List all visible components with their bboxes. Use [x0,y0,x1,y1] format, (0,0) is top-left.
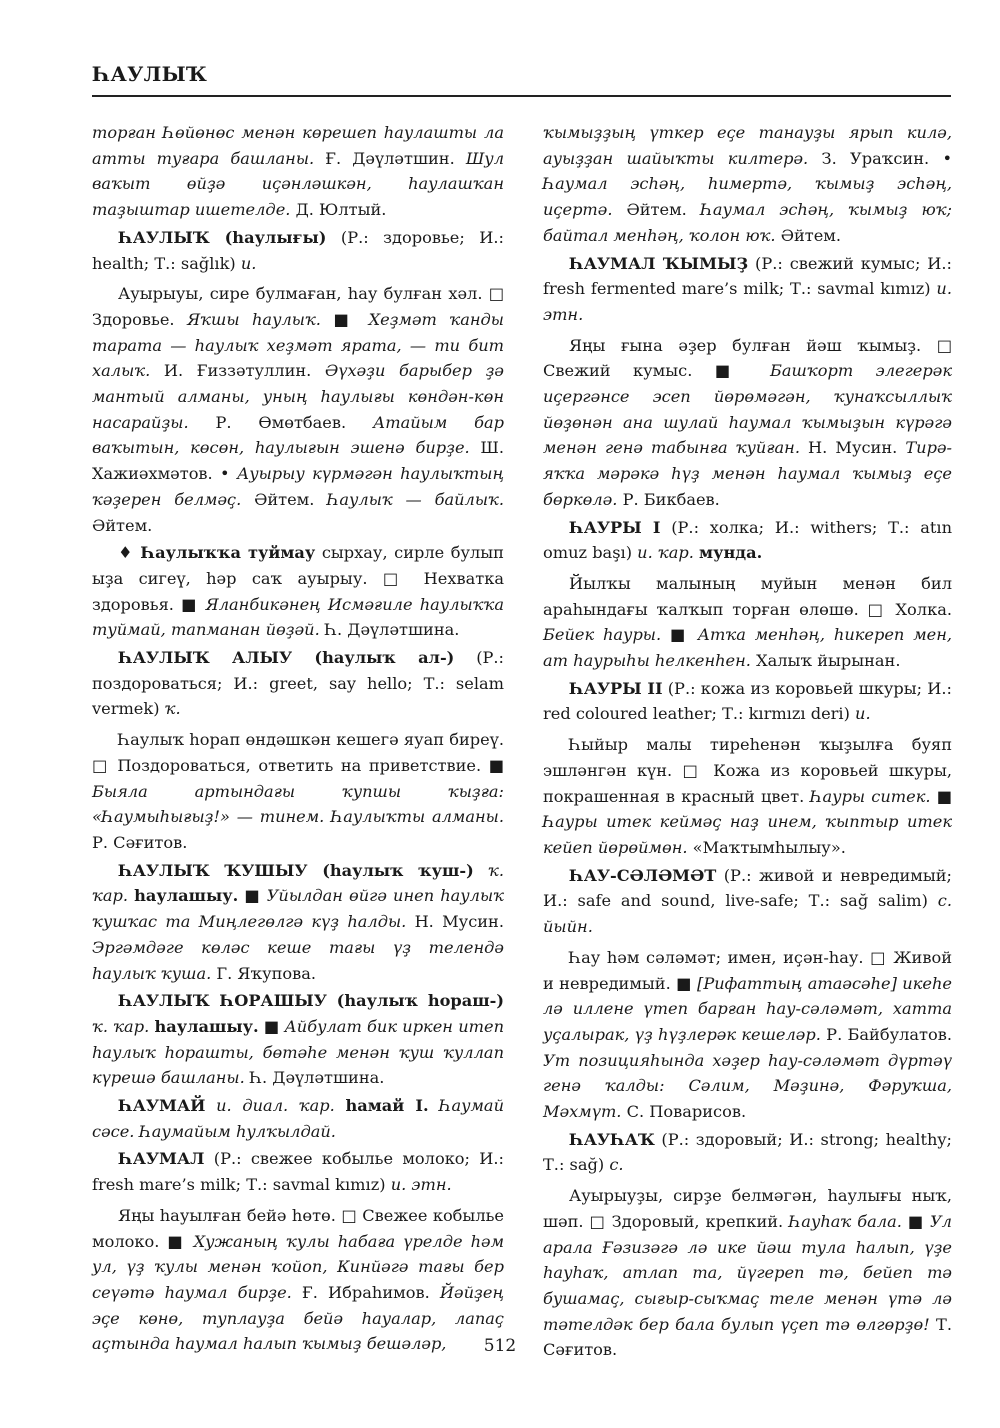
headword: ҺАУ-СӘЛӘМӘТ [569,865,717,885]
plain-text: Ғ. Ибраһимов. [291,1282,440,1302]
plain-text: Н. Мусин. [799,438,906,458]
entry-definition [92,1203,504,1357]
plain-text: Р. Сәғитов. [92,832,188,852]
plain-text: (Р.: кожа из коровьей шкуры; И.: red coloured leather; Т.: kırmızı deri) [543,678,952,724]
dictionary-entry [92,858,504,987]
continued-text [92,120,504,223]
plain-text: Ғ. Дәүләтшин. [314,148,466,168]
plain-text: Т. Сәғитов. [543,1314,952,1360]
plain-text: Һ. Дәүләтшина. [319,620,460,640]
entry-definition [543,333,952,513]
example-text: Яланбикәнең Исмәғиле һаулыҡҡа туймай, тапманан йөҙәй. [92,594,504,640]
headword: ҺАУЛЫҠ АЛЫУ (һаулыҡ ал-) [118,648,455,668]
dictionary-entry [543,863,952,940]
plain-text: Д. Юлтый. [290,200,387,220]
dictionary-entry [92,540,504,643]
plain-text: Һ. Дәүләтшина. [244,1068,385,1088]
plain-text: Р. Бикбаев. [617,489,720,509]
entry-definition [543,732,952,861]
example-text: ҡ. ҡар. [92,860,504,906]
dictionary-entry [543,251,952,328]
example-text: и. [855,704,871,724]
plain-text: Г. Яҡупова. [211,963,317,983]
plain-text: ■ [930,786,952,806]
headword: ҺАУМАЙ [118,1096,206,1116]
example-text: ҡ. [164,699,181,719]
example-text: Хужаның ҡулы һабаға үрелде һәм ул, үҙ ҡулы менән ҡойоп, Кинйәгә тағы бер сеүәтә һаумал бирҙе. [92,1231,504,1302]
plain-text: Һау һәм сәләмәт; имен, иҫән-һау. □ Живой и невредимый. ■ [543,947,952,993]
example-text: Тирә-яҡҡа мәрәкә һүҙ менән һаумал ҡымыҙ еҫе бөркөлә. [543,438,953,509]
plain-text: З. Ураҡсин. • [808,148,952,168]
plain-text [205,1096,216,1115]
example-text: Ауырыу күрмәгән һаулыҡтың ҡәҙерен белмәҫ. [92,464,504,509]
plain-text: (Р.: свежее кобылье молоко; И.: fresh mare’s milk; Т.: savmal kımız) [92,1149,504,1195]
headword: ҺАУЛЫҠ (һаулығы) [118,227,327,247]
plain-text: Йылҡы малының муйын менән бил араһындағы ҡалҡып торған өлөшө. □ Холка. [543,573,952,619]
plain-text: Ш. Хажиәхмәтов. • [92,438,504,484]
example-text: ҡымыҙҙың үткер еҫе танауҙы ярып килә, ауыҙҙан шайыҡты килтерә. [543,123,952,168]
example-text: Һауры итек кеймәҫ наҙ инем, ҡыптыр итек кейеп йөрөймөн. [543,812,952,857]
plain-text: Яңы ғына әҙер булған йәш ҡымыҙ. □ Свежий кумыс. ■ [543,335,952,381]
plain-text: (Р.: живой и невредимый; И.: safe and sound, live-safe; Т.: sağ salim) [543,865,952,911]
example-text: и. диал. ҡар. [216,1096,335,1116]
plain-text: Әйтем. [612,200,701,220]
headword: һамай I. [345,1096,429,1116]
dictionary-entry [543,1127,952,1178]
example-text: Һаумай сәсе. Һаумайым һулҡылдай. [92,1096,504,1141]
running-head: ҺАУЛЫҠ [92,62,208,86]
plain-text: ■ [661,625,698,645]
example-text: и. этн. [390,1175,452,1195]
example-text: Бейек һауры. [543,625,662,645]
example-text: Быяла артындағы ҡупшы ҡыҙға: «Һаумыһығыҙ!» — тинем. Һаулыҡты алманы. [92,781,504,827]
example-text: Эргәмдәге көләс кеше тағы үҙ телендә һаулыҡ ҡуша. [92,937,504,983]
plain-text: (Р.: здоровье; И.: health; Т.: sağlık) [92,227,504,273]
example-text: Әүхәҙи барыбер ҙә мантый алманы, уның һаулығы көндән-көн насарайҙы. [92,361,504,432]
plain-text: С. Поварисов. [621,1102,747,1122]
example-text: Ут позицияһында хәҙер һау-сәләмәт дүртәү генә ҡалды: Сәлим, Мәҙинә, Фәруҡша, Мәхмүт. [543,1050,952,1122]
plain-text: Әйтем. [775,225,842,245]
headword: ҺАУМАЛ [118,1149,205,1169]
plain-text: Р. Байбулатов. [820,1024,952,1044]
left-column [92,120,504,1357]
plain-text: Яңы һауылған бейә һөтө. □ Свежее кобылье молоко. ■ [92,1205,504,1251]
example-text: с. [609,1155,624,1175]
example-text: Һауры ситек. [810,786,931,806]
plain-text: Ауырыуҙы, сирҙе белмәгән, һаулығы ныҡ, шәп. □ Здоровый, крепкий. [543,1186,952,1231]
headword: һаулашыу. [134,886,239,906]
example-text: Башҡорт элегерәк иҫергәнсе эсеп йөрөмәгән, ҡунаҡсыллыҡ йөҙөнән ана шулай һаумал ҡымыҙын күрәгә менән генә табынға ҡуйған. [543,361,952,458]
example-text: Атайым бар ваҡытын, көсөн, һаулығын эшенә бирҙе. [92,412,504,458]
plain-text [335,1096,346,1115]
plain-text: ♦ [118,543,141,563]
example-text: торған Һөйөнөс менән көрешеп һаулашты ла атты туғара башланы. [92,123,504,168]
plain-text [474,861,488,880]
dictionary-entry [92,1146,504,1197]
plain-text: ■ [320,309,369,329]
page-number: 512 [483,1336,517,1356]
dictionary-entry [543,515,952,566]
plain-text: (Р.: свежий кумыс; И.: fresh fermented mare’s milk; Т.: savmal kımız) [543,253,952,299]
example-text: и. [240,253,257,273]
plain-text: (Р.: поздороваться; И.: greet, say hello; Т.: selam vermek) [92,648,504,719]
example-text: Яҡшы һаулыҡ. [187,309,321,329]
plain-text: (Р.: здоровый; И.: strong; healthy; Т.: sağ) [543,1129,952,1175]
headword: ҺАУРЫ I [569,517,661,537]
dictionary-entry [92,988,504,1091]
headword: һаулашыу. [154,1016,259,1036]
example-text: Уйылдан өйгә инеп һаулыҡ ҡушҡас та Миңлегөлгә күҙ һалды. [92,886,505,932]
entry-definition [543,571,952,674]
headword: ҺАУРЫ II [569,678,663,698]
example-text: Ул арала Ғәзизәгә лә ике йәш тула һалып, үҙе һауһаҡ, атлап та, йүгереп тә, бейеп тә бушамаҫ, сығыр-сыҡмаҫ теле менән үтә лә тәтелдәк бер бала булып үҫеп тә өлгөрҙө! [543,1211,952,1334]
example-text: Һауһаҡ бала. [789,1211,902,1231]
plain-text: «Маҡтымһылыу». [687,837,846,857]
example-text: Атҡа менһәң, һикереп мен, ат һаурыһы һелкенһен. [543,625,952,671]
headword: Һаулыҡҡа туймау [140,543,316,563]
headword: ҺАУМАЛ ҠЫМЫҘ [569,253,749,273]
plain-text: Һыйыр малы тиреһенән ҡыҙылға буяп эшләнгән күн. □ Кожа из коровьей шкуры, покрашенная в красный цвет. [543,735,952,806]
example-text: Хеҙмәт ҡанды тарата — һаулыҡ хеҙмәт ярата, — ти бит халыҡ. [92,309,504,381]
dictionary-entry [92,645,504,722]
example-text: Һаумал эсһәң, һимертә, ҡымыҙ эсһәң, иҫертә. [543,174,952,220]
plain-text: ■ [901,1211,930,1231]
plain-text: сырхау, сирле булып ыҙа сигеү, һәр саҡ ауырыу. □ Нехватка здоровья. ■ [92,543,504,614]
plain-text: Әйтем. [92,515,153,535]
headword: мунда. [699,543,763,563]
dictionary-entry [543,676,952,727]
example-text: Һаулыҡ — байлыҡ. [327,489,504,509]
plain-text [429,1096,440,1115]
example-text: Шул ваҡыт өйҙә иҫәнләшкән, һаулашҡан таҙыштар ишетелде. [92,148,504,220]
headword: ҺАУЛЫҠ ҠУШЫУ (һаулыҡ ҡуш-) [118,860,474,880]
right-column [543,120,952,1363]
entry-definition [92,727,504,856]
continued-text [543,120,952,249]
plain-text: ■ [258,1016,285,1036]
headword: ҺАУҺАҠ [569,1129,655,1149]
plain-text: И. Ғиззәтуллин. [150,361,325,381]
entry-definition [92,281,504,538]
example-text: [Рифаттың атаәсәһе] икеһе лә иллене үтеп барған һау-сәләмәт, хатта уҫалырак, үҙ һүҙлерәк кешеләр. [543,973,952,1044]
plain-text: ■ [238,886,267,906]
plain-text: Әйтем. [241,489,328,509]
plain-text: Р. Өмөтбаев. [188,412,373,432]
example-text: Һаумал эсһәң, ҡымыҙ юҡ; байтал менһәң, ҡолон юҡ. [543,200,953,245]
example-text: с. йыйн. [543,891,952,937]
example-text: и. этн. [543,279,952,324]
example-text: ҡ. ҡар. [92,1016,150,1036]
entry-definition [543,945,952,1125]
plain-text: Ауырыуы, сире булмаған, һау булған хәл. □ Здоровье. [92,284,504,329]
plain-text: (Р.: холка; И.: withers; Т.: atın omuz başı) [543,517,952,563]
example-text: и. ҡар. [637,543,694,563]
header-rule [92,95,951,97]
example-text: Йәйҙең эҫе көнө, туплауҙа бейә һауалар, лапаҫ аҫтында һаумал һалып ҡымыҙ бешәләр, [92,1282,504,1354]
dictionary-entry [92,225,504,276]
example-text: Айбулат бик иркен итеп һаулыҡ һорашты, бөтәһе менән ҡуш ҡуллап күрешә башланы. [92,1016,504,1088]
plain-text: Халыҡ йырынан. [750,651,901,671]
headword: ҺАУЛЫҠ ҺОРАШЫУ (һаулыҡ һораш-) [118,991,504,1011]
dictionary-entry [92,1093,504,1144]
plain-text: Һаулыҡ һорап өндәшкән кешегә яуап биреү. □ Поздороваться, ответить на приветствие. ■ [92,730,504,775]
plain-text: Н. Мусин. [406,912,504,932]
